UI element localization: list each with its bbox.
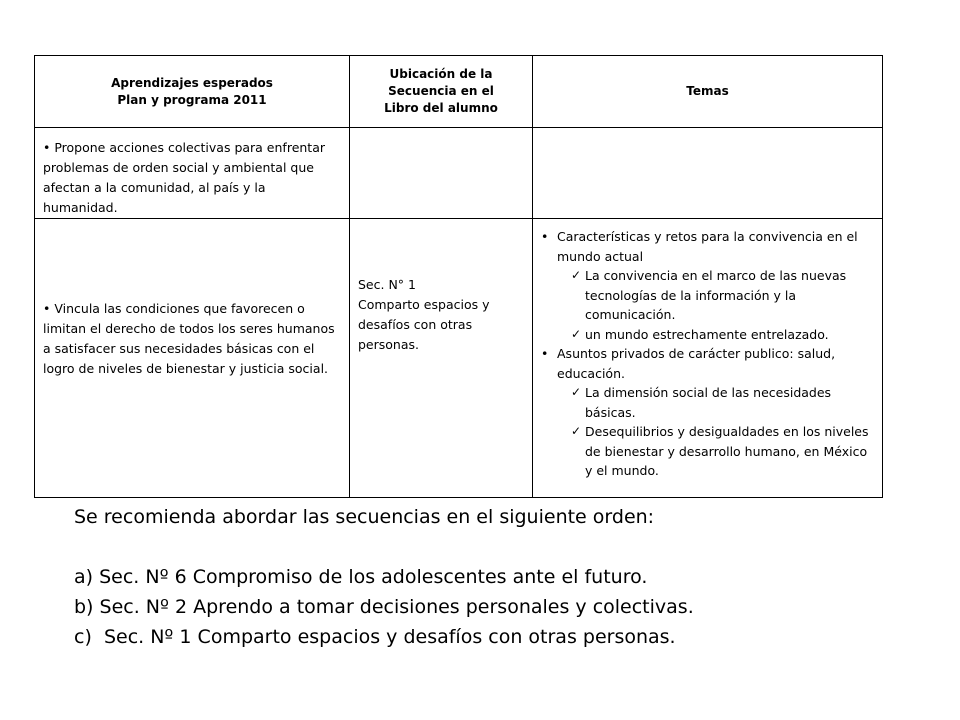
note-item-b: b) Sec. Nº 2 Aprendo a tomar decisiones personales y colectivas.: [74, 596, 694, 618]
header-location-text: Ubicación de la Secuencia en el Libro del alumno: [384, 67, 498, 115]
row1-location: [350, 128, 532, 138]
note-intro: Se recomienda abordar las secuencias en el siguiente orden:: [74, 506, 655, 528]
row1-topics-cell: [533, 128, 883, 219]
row2-topics-cell: [533, 219, 883, 498]
table-header-row: [35, 56, 883, 128]
topic-item: [541, 344, 872, 383]
note-item-a: a) Sec. Nº 6 Compromiso de los adolescentes ante el futuro.: [74, 566, 648, 588]
subtopic-text: un mundo estrechamente entrelazado.: [585, 326, 829, 342]
row1-topics: [533, 128, 882, 138]
header-learning-text: Aprendizajes esperados Plan y programa 2011: [111, 75, 273, 107]
checkmark-icon: ✓: [571, 385, 582, 399]
row2-location: Sec. N° 1 Comparto espacios y desafíos con otras personas.: [358, 277, 490, 352]
note-item-c: c) Sec. Nº 1 Comparto espacios y desafíos con otras personas.: [74, 626, 676, 648]
topic-text: Asuntos privados de carácter publico: salud, educación.: [557, 346, 836, 381]
recommendation-note: [74, 502, 894, 652]
checkmark-icon: ✓: [571, 424, 582, 438]
table-row: [35, 128, 883, 219]
subtopic-text: La dimensión social de las necesidades básicas.: [585, 385, 832, 420]
header-learning: [35, 56, 350, 128]
row1-learning: • Propone acciones colectivas para enfrentar problemas de orden social y ambiental que afectan a la comunidad, al país y la humanidad.: [43, 140, 326, 215]
row2-learning: • Vincula las condiciones que favorecen o limitan el derecho de todos los seres humanos a satisfacer sus necesidades básicas con el logro de niveles de bienestar y justicia social.: [43, 301, 335, 376]
row2-learning-cell: [35, 219, 350, 498]
checkmark-icon: ✓: [571, 326, 582, 341]
topic-text: Características y retos para la convivencia en el mundo actual: [557, 229, 858, 264]
row2-location-cell: [350, 219, 533, 498]
header-topics-text: Temas: [686, 84, 729, 98]
subtopic-item: [571, 325, 872, 345]
row1-location-cell: [350, 128, 533, 219]
subtopic-item: [571, 422, 872, 481]
bullet-icon: •: [541, 346, 549, 361]
topic-item: [541, 227, 872, 266]
subtopic-text: La convivencia en el marco de las nuevas tecnologías de la información y la comunicación.: [585, 268, 847, 322]
bullet-icon: •: [541, 229, 549, 244]
header-location: [350, 56, 533, 128]
row1-learning-cell: [35, 128, 350, 219]
subtopic-text: Desequilibrios y desigualdades en los niveles de bienestar y desarrollo humano, en México y el mundo.: [585, 424, 869, 478]
checkmark-icon: ✓: [571, 268, 582, 282]
header-topics: [533, 56, 883, 128]
table-row: [35, 219, 883, 498]
subtopic-item: [571, 266, 872, 325]
note-spacer: [74, 532, 894, 562]
learning-table: [34, 55, 883, 498]
row2-topics: [533, 219, 882, 481]
subtopic-item: [571, 383, 872, 422]
